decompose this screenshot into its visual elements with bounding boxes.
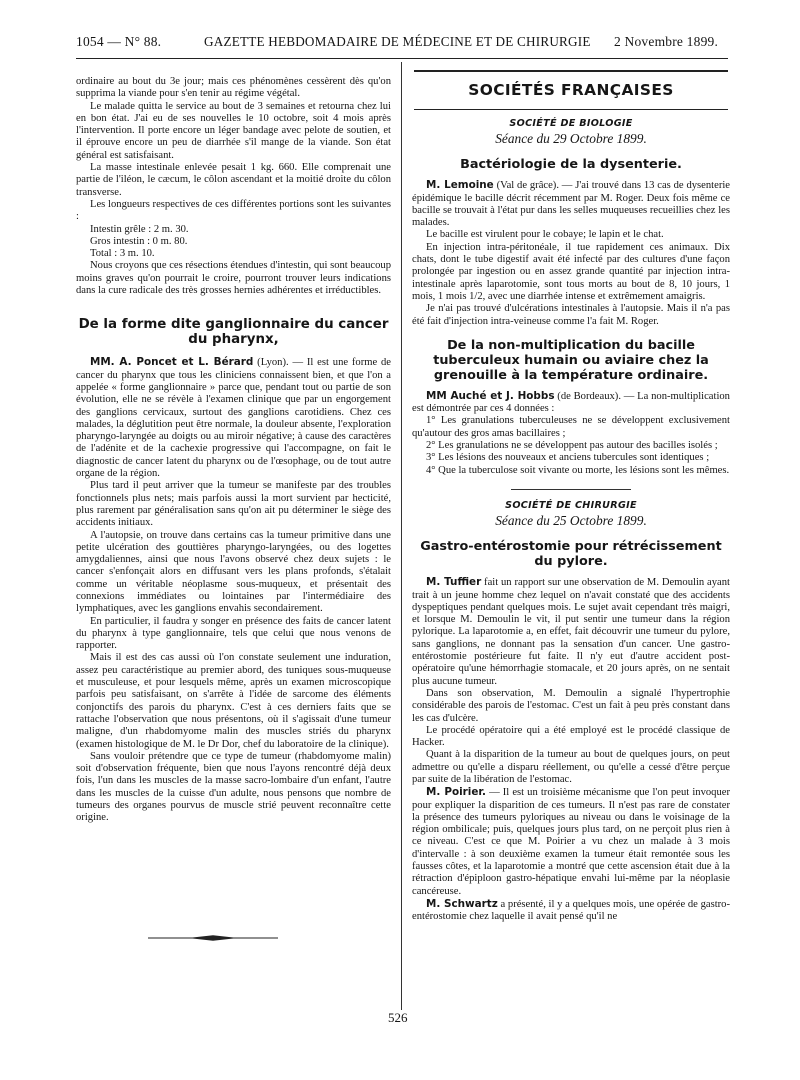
society-name-chirurgie: SOCIÉTÉ DE CHIRURGIE <box>505 499 637 511</box>
body-paragraph: Quant à la disparition de la tumeur au bout de quelques jours, on peut admettre ou qu'elle a disparu réellement, ou qu'elle a cessé d'être perçue par suite de la libération de l'estomac. <box>412 749 730 785</box>
lead-text: (Val de grâce). — J'ai trouvé dans 13 cas de dysenterie épidémique le bacille décrit récemment par M. Roger. Deux fois même ce bacille se trouvait à l'état pur dans les selles muqueuses recueillies chez les malades. <box>412 180 730 229</box>
running-head-issue: 1054 — N° 88. <box>76 34 162 49</box>
speaker-name: M. Lemoine <box>426 179 494 192</box>
speaker-name: M. Poirier. <box>426 786 486 799</box>
length-line: Intestin grêle : 2 m. 30. <box>90 223 189 235</box>
lead-text: fait un rapport sur une observation de M. Demoulin ayant trait à un jeune homme chez lequel on n'avait constaté que des accidents dyspeptiques pendant quelques mois. Le sujet avait cependant très maigri, et lorsque M. Demoulin le vit, il put sentir une tumeur dans la région pylorique. La laparotomie a, en effet, fait découvrir une tumeur du pylore, sans ganglions, ne donnant pas la sensation d'un cancer. Une gastro-entérostomie postérieure fut faite. Il n'y eut d'autre accident post-opératoire qu'une hémorrhagie stomacale, et 20 jours après, on ne sentait plus aucune tumeur. <box>412 577 730 687</box>
body-paragraph: Je n'ai pas trouvé d'ulcérations intestinales à l'autopsie. Mais il n'a pas été fait d'injection intra-veineuse comme l'a fait M. Roger. <box>412 303 730 327</box>
end-of-article-ornament <box>148 934 278 942</box>
continuation-paragraph: Les longueurs respectives de ces différentes portions sont les suivantes : <box>76 198 391 223</box>
speaker-name: M. Schwartz <box>426 897 498 910</box>
society-separator-rule <box>511 489 631 490</box>
length-line: Total : 3 m. 10. <box>90 248 155 260</box>
header-rule <box>76 58 728 59</box>
session-date: Séance du 25 Octobre 1899. <box>495 513 647 529</box>
body-paragraph: Plus tard il peut arriver que la tumeur se manifeste par des troubles fonctionnels plus nets; mais parfois aussi la mort survient par hecticité, plus rarement par généralisation sans qu'on ait pu déterminer le siège des accidents initiaux. <box>76 480 391 529</box>
lead-text: (Lyon). — Il est une forme de cancer du pharynx que tous les cliniciens connaissent bien, et que l'on a appelée « forme ganglionnaire » parce que, pendant tout ou partie de son évolution, elle ne se révèle à l'examen clinique que par un engorgement des ganglions cervicaux, surtout des ganglions carotidiens. Chez ces malades, la déglutition peut être normale, la douleur absente, l'exploration pharyngo-laryngée au doigts ou au miroir négative; à cause des caractères de l'adénite et de la cachexie progressive qui l'accompagne, on fait le diagnostic de cancer latent du pharynx ou de l'œsophage, ou de tout autre organe de la région. <box>76 357 392 480</box>
numbered-item: 2° Les granulations ne se développent pas autour des bacilles isolés ; <box>426 440 718 452</box>
numbered-item: 3° Les lésions des nouveaux et anciens tubercules sont identiques ; <box>426 452 710 464</box>
speaker-name: M. Tuffier <box>426 576 482 589</box>
article-title-bacille-tuberculeux: De la non-multiplication du bacille tuberculeux humain ou aviaire chez la grenouille à la température ordinaire. <box>433 337 709 383</box>
body-paragraph: Dans son observation, M. Demoulin a signalé l'hypertrophie considérable des parois de l'estomac. C'est un fait à peu près constant dans les cas d'ulcère. <box>412 687 730 724</box>
body-paragraph: A l'autopsie, on trouve dans certains cas la tumeur primitive dans une petite ulcération des gouttières pharyngo-laryngées, ou des logettes amygdaliennes, ainsi que nous l'avons observé chez deux sujets : le cancer s'enfonçait alors en diffusant vers les plans profonds, s'étalait comme un véritable néoplasme sous-muqueux, et présentait des connexions immédiates ou lointaines par l'intermédiaire des lymphatiques, avec les ganglions envahis secondairement. <box>76 529 391 615</box>
continuation-paragraph: ordinaire au bout du 3e jour; mais ces phénomènes cessèrent dès qu'on supprima la viande pour s'en tenir au régime végétal. <box>76 76 391 100</box>
speaker-names: MM Auché et J. Hobbs <box>426 389 555 402</box>
article-lead-paragraph <box>76 356 391 480</box>
body-paragraph: Mais il est des cas aussi où l'on constate seulement une induration, assez peu caractéristique au premier abord, des tuniques sous-muqueuse et musculeuse, et pour lesquels même, après un examen microscopique parfois peu satisfaisant, on s'arrête à l'idée de sarcome des éléments conjonctifs des parois du pharynx. C'est à ces derniers faits que se rattache l'observation que nous présentons, où il s'agissait d'une tumeur maligne, d'un rhabdomyome malin des muscles striés du pharynx (examen histologique de M. le Dr Dor, chef du laboratoire de la clinique). <box>76 652 391 750</box>
body-paragraph: En injection intra-péritonéale, il tue rapidement ces animaux. Dix chats, dont le tube digestif avait été infecté par des cultures d'une façon prolongée par ingestion ou en assez grande quantité par injection intra-intestinale après laparotomie, sont tous morts au bout de 8, 10 jours, 1 mois, 1 mois 1/2, avec une diarrhée intense et extrêmement amaigris. <box>412 241 730 302</box>
running-head-date: 2 Novembre 1899. <box>614 34 719 49</box>
continuation-paragraph: Nous croyons que ces résections étendues d'intestin, qui sont beaucoup moins graves qu'on pourrait le croire, pourront trouver leurs indications dans la cure radicale des très grosses hernies adhérentes et irréductibles. <box>76 260 391 297</box>
body-paragraph: Le procédé opératoire qui a été employé est le procédé classique de Hacker. <box>412 724 730 749</box>
speaker-names: MM. A. Poncet et L. Bérard <box>90 356 254 369</box>
article-title-pharynx: De la forme dite ganglionnaire du cancer du pharynx, <box>78 317 389 348</box>
body-paragraph: Le bacille est virulent pour le cobaye; le lapin et le chat. <box>426 229 664 241</box>
left-column <box>76 76 391 825</box>
section-heading-box <box>414 70 728 110</box>
numbered-item: 4° Que la tuberculose soit vivante ou morte, les lésions sont les mêmes. <box>426 464 730 476</box>
article-lead-paragraph <box>412 179 730 229</box>
continuation-paragraph: La masse intestinale enlevée pesait 1 kg. 660. Elle comprenait une partie de l'iléon, le cæcum, le côlon ascendant et la moitié droite du côlon transverse. <box>76 162 391 198</box>
session-date: Séance du 29 Octobre 1899. <box>495 131 647 147</box>
numbered-item: 1° Les granulations tuberculeuses ne se développent exclusivement qu'autour des gros amas bacillaires ; <box>412 415 730 439</box>
section-title: SOCIÉTÉS FRANÇAISES <box>468 81 674 100</box>
society-name-biologie: SOCIÉTÉ DE BIOLOGIE <box>509 118 633 129</box>
column-divider <box>401 62 402 1010</box>
lead-text: — Il est un troisième mécanisme que l'on peut invoquer pour expliquer la disparition de ces tumeurs. Il n'est pas rare de constater la présence des tumeurs pyloriques au niveau ou dans le voisinage de la région ombilicale; puis, quelques jours plus tard, on ne perçoit plus rien à ce niveau. C'est ce que M. Poirier a vu chez un malade à 3 mois d'intervalle : à son deuxième examen la tumeur était remontée sous les fausses côtes, et la laparotomie a montré que cette ascension était due à la rétraction d'épiploon gastro-hépatique envahi lui-même par la néoplasie cancéreuse. <box>412 787 730 897</box>
right-column <box>412 70 730 924</box>
lead-text: a présenté, il y a quelques mois, une opérée de gastro-entérostomie chez laquelle il avait pensé qu'il ne <box>412 898 730 923</box>
body-paragraph: Sans vouloir prétendre que ce type de tumeur (rhabdomyome malin) soit d'observation fréquente, bien que nous l'ayons rencontré déjà deux fois, l'un dans les muscles de la masse sacro-lombaire d'un enfant, l'autre dans les muscles de la cuisse d'un adulte, nous pensons que nombre de tumeurs des organes pourvus de muscle strié peuvent reconnaître cette origine. <box>76 750 391 824</box>
continuation-paragraph: Le malade quitta le service au bout de 3 semaines et retourna chez lui en bon état. J'ai eu de ses nouvelles le 10 octobre, soit 4 mois après l'intervention. Il porte encore un léger bandage avec pelote de soutien, et il éprouve encore un peu de diarrhée s'il mange de la viande. Son état général est satisfaisant. <box>76 100 391 161</box>
article-lead-paragraph <box>412 576 730 688</box>
article-lead-paragraph <box>412 786 730 898</box>
article-title-gastro-enterostomie: Gastro-entérostomie pour rétrécissement du pylore. <box>420 539 722 570</box>
running-head-journal-title: GAZETTE HEBDOMADAIRE DE MÉDECINE ET DE CHIRURGIE <box>204 34 591 49</box>
lead-text: (de Bordeaux). — La non-multiplication est démontrée par ces 4 données : <box>412 390 730 415</box>
page-number: 526 <box>388 1010 408 1025</box>
article-title-dysenterie: Bactériologie de la dysenterie. <box>460 157 682 173</box>
article-lead-paragraph <box>412 390 730 416</box>
length-line: Gros intestin : 0 m. 80. <box>90 235 188 247</box>
body-paragraph: En particulier, il faudra y songer en présence des faits de cancer latent du pharynx à type ganglionnaire, tels que celui que nous venons de rapporter. <box>76 615 391 652</box>
article-lead-paragraph <box>412 898 730 924</box>
